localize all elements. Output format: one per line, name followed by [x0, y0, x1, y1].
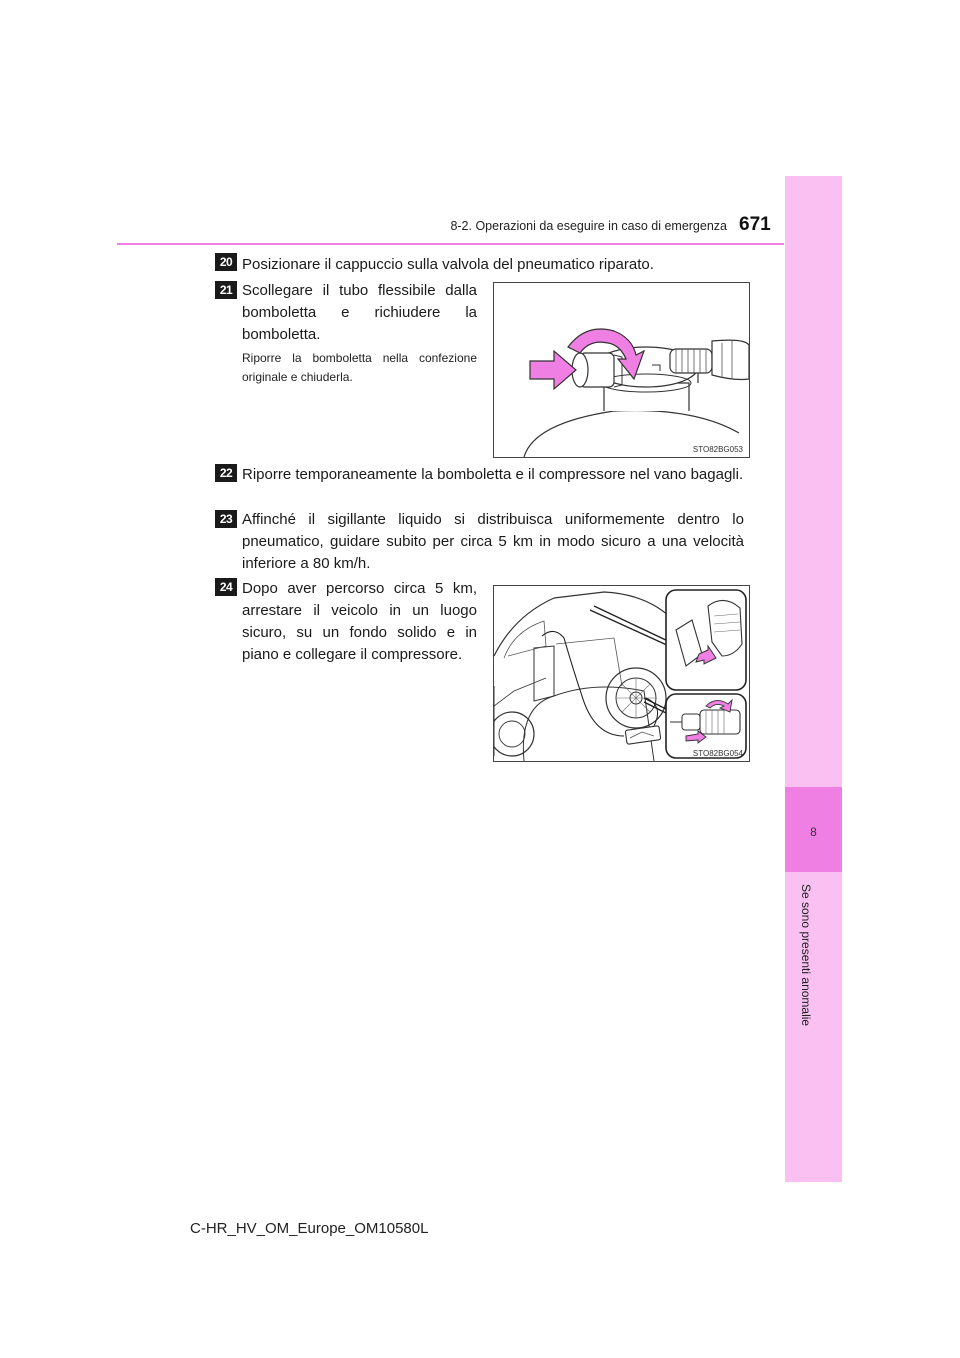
- figure-sealant-can: [493, 282, 750, 458]
- step-note-21: Riporre la bomboletta nella confezione originale e chiuderla.: [242, 351, 477, 384]
- header-divider: [117, 243, 784, 245]
- section-title: 8-2. Operazioni da eseguire in caso di emergenza: [450, 219, 727, 233]
- step-number-24: 24: [215, 578, 237, 596]
- step-number-22: 22: [215, 464, 237, 482]
- step-number-21: 21: [215, 281, 237, 299]
- figure-compressor-connection: [493, 585, 750, 762]
- step-text-20: Posizionare il cappuccio sulla valvola del pneumatico riparato.: [242, 256, 654, 273]
- figure-code: STO82BG053: [692, 445, 743, 454]
- step-text-21: Scollegare il tubo flessibile dalla bomboletta e richiudere la bomboletta.: [242, 282, 477, 343]
- step-number-23: 23: [215, 510, 237, 528]
- chapter-side-tab: [785, 176, 842, 1182]
- step-text-22: Riporre temporaneamente la bomboletta e il compressore nel vano bagagli.: [242, 466, 744, 483]
- chapter-number: 8: [810, 825, 817, 839]
- step-text-24: Dopo aver percorso circa 5 km, arrestare il veicolo in un luogo sicuro, su un fondo solido e in piano e collegare il compressore.: [242, 580, 477, 663]
- compressor-car-illustration: [494, 586, 749, 761]
- sealant-can-illustration: [494, 283, 749, 457]
- step-number-20: 20: [215, 253, 237, 271]
- page-number: 671: [739, 214, 771, 235]
- step-text-23: Affinché il sigillante liquido si distribuisca uniformemente dentro lo pneumatico, guidare subito per circa 5 km in modo sicuro a una velocità inferiore a 80 km/h.: [242, 511, 744, 572]
- chapter-title: Se sono presenti anomalie: [799, 884, 813, 1027]
- document-code: C-HR_HV_OM_Europe_OM10580L: [190, 1220, 429, 1237]
- push-arrow-icon: [530, 351, 576, 389]
- figure-code: STO82BG054: [692, 749, 743, 758]
